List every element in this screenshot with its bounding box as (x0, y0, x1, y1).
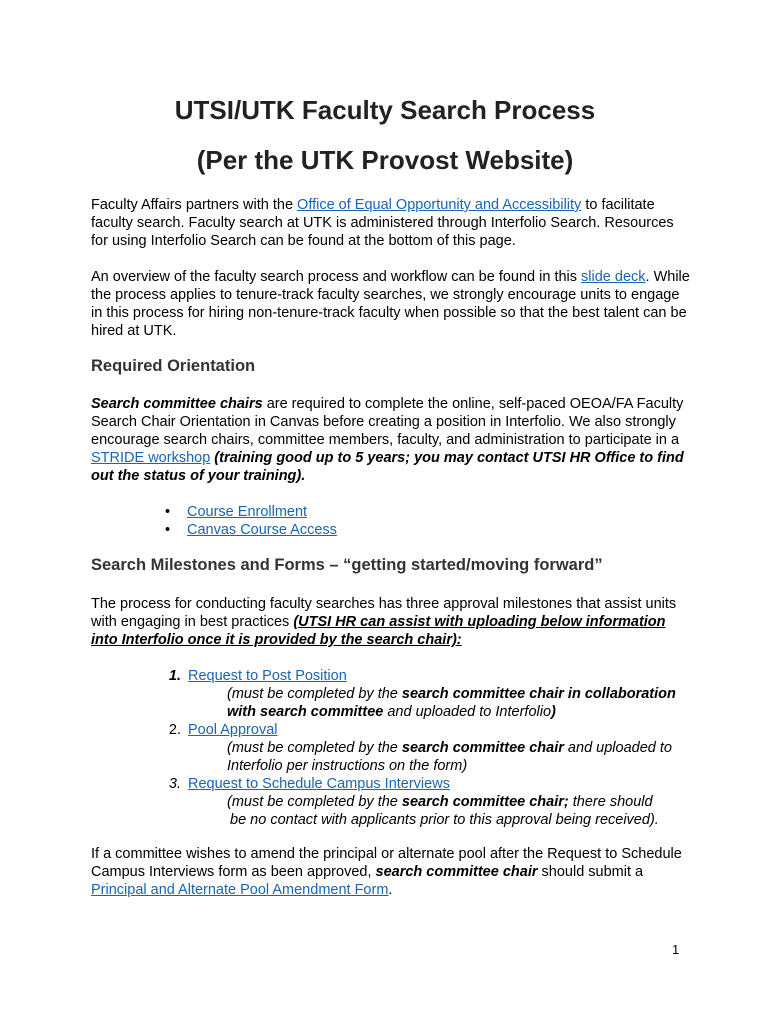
list-item (91, 503, 691, 521)
overview-paragraph: An overview of the faculty search process and workflow can be found in this slide deck. While the process applies to tenure-track faculty searches, we strongly encourage units to engage in this process for hiring non-tenure-track faculty when possible so that the best talent can be hired at UTK. (91, 269, 690, 339)
canvas-course-access-link[interactable]: Canvas Course Access (187, 522, 337, 538)
list-item (91, 667, 691, 721)
list-number: 1. (168, 668, 181, 684)
page-subtitle: (Per the UTK Provost Website) (196, 145, 574, 175)
list-item (91, 521, 691, 539)
amend-paragraph: If a committee wishes to amend the principal or alternate pool after the Request to Schedule Campus Interviews form as been approved, search committee chair should submit a Principal and Alternate Pool Amendment Form. (91, 846, 682, 898)
orientation-paragraph: Search committee chairs are required to complete the online, self-paced OEOA/FA Faculty Search Chair Orientation in Canvas before creating a position in Interfolio. We also strongly encourage search chairs, committee members, faculty, and administration to participate in a STRIDE workshop (training good up to 5 years; you may contact UTSI HR Office to find out the status of your training). (91, 396, 684, 484)
list-item (91, 775, 691, 829)
pool-approval-link[interactable]: Pool Approval (188, 722, 278, 738)
milestone-note: (must be completed by the search committee chair and uploaded to Interfolio per instructions on the form) (227, 740, 672, 774)
milestone-note: (must be completed by the search committee chair; there should be no contact with applicants prior to this approval being received). (227, 794, 659, 828)
request-to-post-position-link[interactable]: Request to Post Position (188, 668, 347, 684)
list-item (91, 721, 691, 775)
stride-workshop-link[interactable]: STRIDE workshop (91, 450, 211, 466)
milestone-note: (must be completed by the search committee chair in collaboration with search committee and uploaded to Interfolio) (227, 686, 676, 720)
bullet-icon: • (165, 504, 171, 520)
course-enrollment-link[interactable]: Course Enrollment (187, 504, 308, 520)
intro-paragraph: Faculty Affairs partners with the Office of Equal Opportunity and Accessibility to facilitate faculty search. Faculty search at UTK is administered through Interfolio Search. Resources for using Interfolio Search can be found at the bottom of this page. (91, 197, 674, 249)
list-number: 3. (168, 776, 181, 792)
milestones-list (91, 667, 691, 829)
slide-deck-link[interactable]: slide deck (581, 269, 646, 285)
orientation-links-list (91, 503, 691, 539)
page-title: UTSI/UTK Faculty Search Process (174, 95, 596, 125)
bullet-icon: • (165, 522, 171, 538)
oeoa-link[interactable]: Office of Equal Opportunity and Accessibility (297, 197, 582, 213)
milestones-intro-paragraph: The process for conducting faculty searches has three approval milestones that assist units with engaging in best practices (UTSI HR can assist with uploading below information into Interfolio once it is provided by the search chair): (91, 596, 677, 648)
page-number: 1 (672, 942, 680, 957)
list-number: 2. (168, 722, 181, 738)
request-to-schedule-campus-interviews-link[interactable]: Request to Schedule Campus Interviews (188, 776, 450, 792)
pool-amendment-form-link[interactable]: Principal and Alternate Pool Amendment Form (91, 882, 389, 898)
required-orientation-heading: Required Orientation (91, 357, 256, 375)
search-milestones-heading: Search Milestones and Forms – “getting started/moving forward” (91, 556, 603, 574)
